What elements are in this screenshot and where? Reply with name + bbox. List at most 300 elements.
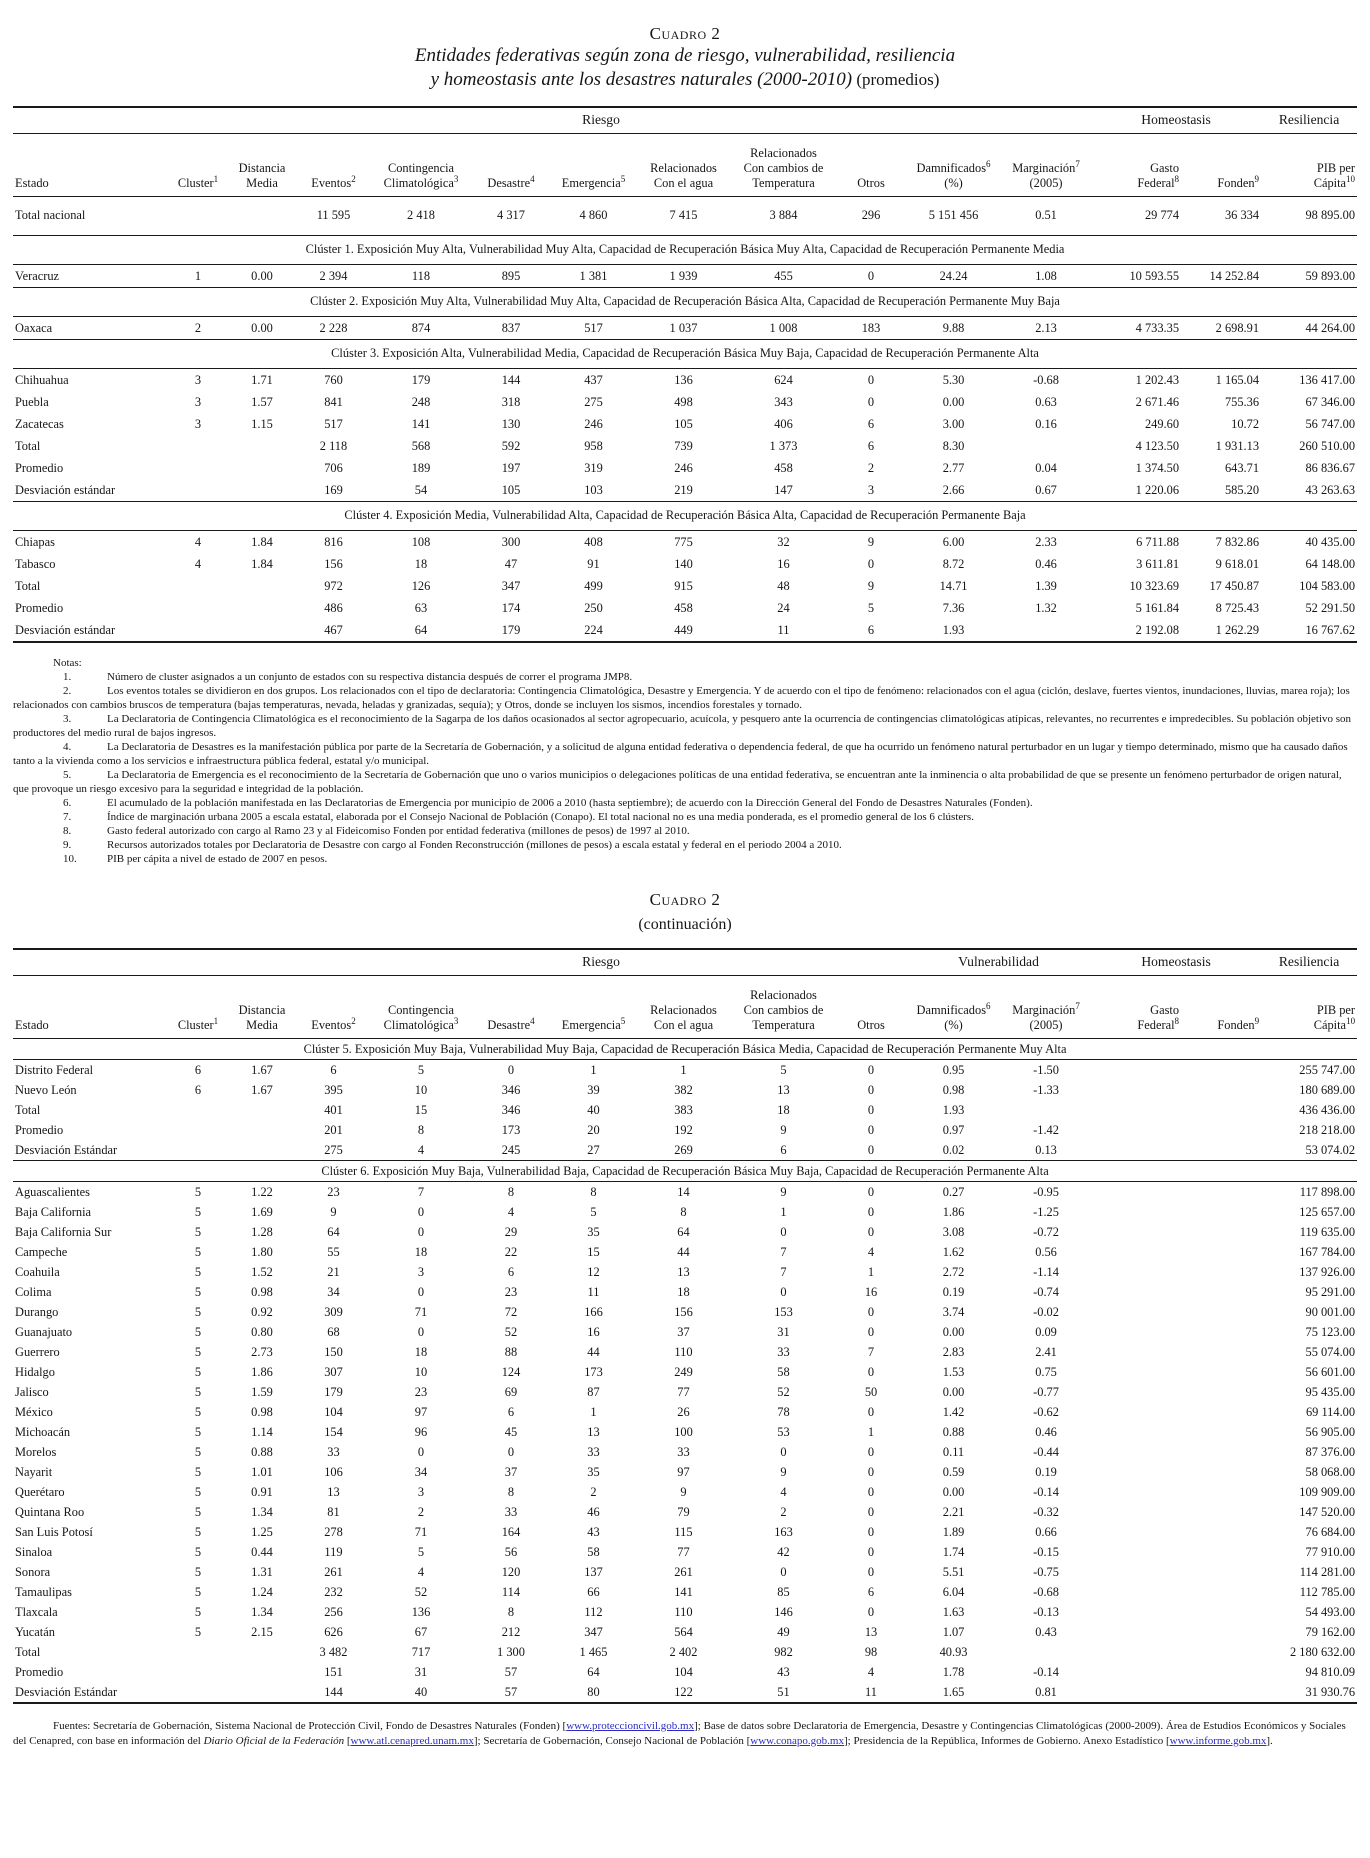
sources-paragraph <box>13 1719 1357 1748</box>
value-cell: 137 <box>584 1564 603 1579</box>
table-row <box>13 1202 1357 1222</box>
value-cell: 34 <box>414 1464 428 1479</box>
value-cell: 1.25 <box>251 1524 273 1539</box>
value-cell: 0 <box>867 1404 875 1419</box>
value-cell: 4 123.50 <box>1135 438 1180 453</box>
value-cell: 154 <box>324 1424 343 1439</box>
value-cell: 117 898.00 <box>1299 1184 1356 1199</box>
value-cell <box>1091 1362 1181 1382</box>
table-row <box>13 1242 1357 1262</box>
estado-cell: Veracruz <box>15 268 60 283</box>
value-cell <box>1181 1322 1261 1342</box>
estado-cell: Distrito Federal <box>15 1062 94 1077</box>
value-cell: 6 711.88 <box>1136 534 1180 549</box>
continuation-heading <box>13 890 1357 934</box>
value-cell: 179 <box>411 372 431 387</box>
value-cell: 6.04 <box>942 1584 965 1599</box>
value-cell: 775 <box>674 534 693 549</box>
continuation-label: Cuadro 2 <box>649 890 721 909</box>
value-cell: 23 <box>327 1184 340 1199</box>
value-cell: 0.19 <box>942 1284 965 1299</box>
value-cell: 3 <box>194 416 202 431</box>
notes-block <box>13 656 1357 866</box>
table-row <box>13 575 1357 597</box>
value-cell: 81 <box>327 1504 340 1519</box>
value-cell: 2 394 <box>319 268 348 283</box>
value-cell: 166 <box>584 1304 603 1319</box>
value-cell: 110 <box>674 1344 693 1359</box>
table-row <box>13 1100 1357 1120</box>
value-cell <box>1181 1140 1261 1161</box>
value-cell: 2.83 <box>942 1344 965 1359</box>
value-cell <box>1091 1462 1181 1482</box>
value-cell: 3 611.81 <box>1136 556 1180 571</box>
value-cell: 35 <box>587 1224 600 1239</box>
notes-label: Notas: <box>53 657 82 669</box>
value-cell <box>1091 1100 1181 1120</box>
value-cell: 739 <box>674 438 693 453</box>
band-vulnerabilidad: Vulnerabilidad <box>906 949 1091 976</box>
value-cell: 21 <box>327 1264 340 1279</box>
table-row <box>13 1442 1357 1462</box>
value-cell: 3 <box>417 1264 425 1279</box>
value-cell: 54 <box>414 482 428 497</box>
value-cell: 0 <box>867 1224 875 1239</box>
value-cell: 436 436.00 <box>1299 1102 1356 1117</box>
value-cell <box>1091 1682 1181 1703</box>
note-item <box>13 684 1357 712</box>
value-cell: 395 <box>324 1082 343 1097</box>
value-cell: 18 <box>677 1284 690 1299</box>
value-cell: 0 <box>867 1444 875 1459</box>
source-text: Diario Oficial de la Federación <box>203 1734 345 1747</box>
column-header: Emergencia$^5$ <box>551 976 636 1039</box>
value-cell: 0 <box>417 1224 425 1239</box>
value-cell: 4 733.35 <box>1135 320 1180 335</box>
value-cell: 319 <box>584 460 603 475</box>
value-cell: 34 <box>327 1284 340 1299</box>
value-cell: 585.20 <box>1224 482 1260 497</box>
value-cell: -1.14 <box>1033 1264 1059 1279</box>
value-cell: 717 <box>411 1644 431 1659</box>
value-cell: 10 <box>414 1364 428 1379</box>
table-row <box>13 1462 1357 1482</box>
table-row <box>13 1502 1357 1522</box>
value-cell: 1 <box>867 1264 875 1279</box>
value-cell: 0.00 <box>942 394 965 409</box>
estado-cell: Promedio <box>15 600 64 615</box>
value-cell: 1 202.43 <box>1135 372 1180 387</box>
value-cell: 31 930.76 <box>1305 1684 1356 1699</box>
estado-cell: Sinaloa <box>15 1544 53 1559</box>
value-cell: 383 <box>674 1102 693 1117</box>
value-cell: 114 <box>501 1584 521 1599</box>
value-cell: 46 <box>587 1504 600 1519</box>
value-cell: 118 <box>411 268 431 283</box>
value-cell: 5 <box>417 1062 425 1077</box>
value-cell <box>1181 1562 1261 1582</box>
value-cell: 592 <box>501 438 521 453</box>
source-text: ]; Presidencia de la República, Informes de Gobierno. Anexo Estadístico [ <box>844 1734 1170 1747</box>
value-cell: 24 <box>777 600 790 615</box>
value-cell: 1 262.29 <box>1215 622 1260 637</box>
value-cell: 0.19 <box>1035 1464 1057 1479</box>
value-cell: 5 151 456 <box>928 208 979 222</box>
table-row <box>13 1182 1357 1203</box>
value-cell <box>1091 1602 1181 1622</box>
value-cell: 164 <box>501 1524 521 1539</box>
value-cell: 7 <box>780 1264 787 1279</box>
value-cell <box>1181 1422 1261 1442</box>
value-cell <box>1091 1382 1181 1402</box>
value-cell: 1.07 <box>942 1624 965 1639</box>
value-cell: 141 <box>411 416 431 431</box>
band-spacer <box>13 107 296 134</box>
value-cell: 346 <box>501 1082 521 1097</box>
value-cell <box>228 197 296 236</box>
column-header: Distancia Media <box>228 134 296 197</box>
value-cell: 5.51 <box>942 1564 965 1579</box>
table-row <box>13 1622 1357 1642</box>
value-cell: 5 <box>194 1564 202 1579</box>
note-text: El acumulado de la población manifestada en las Declaratorias de Emergencia por municipio de 2006 a 2010 (hasta septiembre); de acuerdo con la Dirección General del Fondo de Desastres Naturales (Fonden). <box>107 797 1033 809</box>
value-cell: 6.00 <box>942 534 965 549</box>
value-cell: 53 <box>777 1424 790 1439</box>
value-cell: 1.62 <box>942 1244 965 1259</box>
note-number: 7. <box>63 811 72 823</box>
value-cell: 52 <box>414 1584 428 1599</box>
value-cell: 79 <box>677 1504 690 1519</box>
value-cell: 6 <box>194 1062 202 1077</box>
band-row <box>13 949 1357 976</box>
value-cell: 2.15 <box>251 1624 273 1639</box>
table-row <box>13 369 1357 392</box>
value-cell: 2 402 <box>669 1644 698 1659</box>
band-row <box>13 107 1357 134</box>
value-cell <box>168 1682 228 1703</box>
value-cell: 105 <box>674 416 693 431</box>
value-cell: 0.91 <box>251 1484 273 1499</box>
estado-cell: Total <box>15 578 41 593</box>
value-cell: 49 <box>777 1624 790 1639</box>
estado-cell: Sonora <box>15 1564 51 1579</box>
value-cell: 1 <box>590 1404 597 1419</box>
value-cell: 16 <box>864 1284 878 1299</box>
estado-cell: Durango <box>15 1304 59 1319</box>
value-cell: 77 <box>677 1384 690 1399</box>
value-cell: 180 689.00 <box>1299 1082 1356 1097</box>
value-cell: 33 <box>777 1344 790 1359</box>
value-cell: -1.25 <box>1033 1204 1059 1219</box>
table-row <box>13 317 1357 340</box>
table-row <box>13 1422 1357 1442</box>
value-cell: 4 <box>417 1142 425 1157</box>
value-cell: 248 <box>411 394 431 409</box>
value-cell: 278 <box>324 1524 343 1539</box>
value-cell: 0.27 <box>942 1184 965 1199</box>
table-row <box>13 619 1357 642</box>
value-cell: 13 <box>864 1624 878 1639</box>
value-cell <box>1091 1642 1181 1662</box>
value-cell: 144 <box>501 372 521 387</box>
value-cell: 0 <box>867 556 875 571</box>
value-cell: 31 <box>777 1324 790 1339</box>
value-cell: 0.81 <box>1035 1684 1057 1699</box>
source-link[interactable]: www.conapo.gob.mx <box>750 1734 844 1747</box>
value-cell: 1.80 <box>251 1244 273 1259</box>
value-cell: 2 180 632.00 <box>1290 1644 1356 1659</box>
value-cell: 1.34 <box>251 1504 273 1519</box>
estado-cell: Quintana Roo <box>15 1504 85 1519</box>
value-cell <box>1091 1080 1181 1100</box>
value-cell: 0 <box>780 1444 787 1459</box>
value-cell: 66 <box>587 1584 600 1599</box>
value-cell: 0.63 <box>1035 394 1057 409</box>
value-cell: 0 <box>507 1062 515 1077</box>
estado-cell: Coahuila <box>15 1264 60 1279</box>
value-cell: 0.13 <box>1035 1142 1057 1157</box>
value-cell: 5 <box>194 1244 202 1259</box>
value-cell <box>168 197 228 236</box>
column-header: Otros <box>836 976 906 1039</box>
value-cell <box>168 619 228 642</box>
value-cell: 300 <box>501 534 521 549</box>
value-cell: 6 <box>867 438 875 453</box>
value-cell: 16 767.62 <box>1305 622 1356 637</box>
source-link[interactable]: www.informe.gob.mx <box>1169 1734 1267 1747</box>
column-header: Eventos$^2$ <box>296 976 371 1039</box>
value-cell <box>1181 1222 1261 1242</box>
note-item <box>13 838 1357 852</box>
estado-cell: Aguascalientes <box>15 1184 91 1199</box>
value-cell: 97 <box>677 1464 690 1479</box>
value-cell: 163 <box>774 1524 793 1539</box>
value-cell <box>1091 1262 1181 1282</box>
value-cell: 6 <box>507 1404 515 1419</box>
value-cell: 33 <box>504 1504 518 1519</box>
column-header-row <box>13 976 1357 1039</box>
value-cell <box>1181 1282 1261 1302</box>
value-cell: 18 <box>777 1102 790 1117</box>
value-cell: 626 <box>324 1624 343 1639</box>
value-cell: 7.36 <box>942 600 965 615</box>
value-cell <box>1181 1302 1261 1322</box>
value-cell: 76 684.00 <box>1305 1524 1356 1539</box>
value-cell: 0 <box>867 1062 875 1077</box>
note-item <box>13 824 1357 838</box>
value-cell <box>168 1120 228 1140</box>
value-cell <box>1091 1060 1181 1081</box>
value-cell: 5 <box>867 600 875 615</box>
value-cell: 9 <box>780 1184 787 1199</box>
value-cell <box>1091 1120 1181 1140</box>
value-cell: 124 <box>501 1364 521 1379</box>
value-cell: 0 <box>867 1324 875 1339</box>
value-cell: 958 <box>584 438 603 453</box>
value-cell: 224 <box>584 622 603 637</box>
value-cell: 144 <box>324 1684 343 1699</box>
value-cell: 8 <box>507 1184 515 1199</box>
value-cell: 1.24 <box>251 1584 273 1599</box>
value-cell: 156 <box>674 1304 693 1319</box>
value-cell: 0.98 <box>251 1404 273 1419</box>
value-cell: 0.04 <box>1035 460 1057 475</box>
value-cell: 0 <box>867 1082 875 1097</box>
value-cell <box>1091 1502 1181 1522</box>
value-cell <box>228 1662 296 1682</box>
estado-cell: Desviación estándar <box>15 482 116 497</box>
estado-cell: Hidalgo <box>15 1364 55 1379</box>
value-cell: 1.69 <box>251 1204 273 1219</box>
value-cell: 249 <box>674 1364 693 1379</box>
value-cell: 841 <box>324 394 343 409</box>
value-cell: 8 <box>680 1204 687 1219</box>
value-cell: 1.14 <box>251 1424 273 1439</box>
value-cell: 59 893.00 <box>1305 268 1356 283</box>
column-header: Damnificados$^6$ (%) <box>906 134 1001 197</box>
value-cell: 5 <box>194 1184 202 1199</box>
value-cell <box>1181 1080 1261 1100</box>
value-cell: 0 <box>507 1444 515 1459</box>
value-cell: 9 <box>780 1464 787 1479</box>
value-cell: 760 <box>324 372 343 387</box>
value-cell: 109 909.00 <box>1299 1484 1356 1499</box>
value-cell: 67 <box>414 1624 428 1639</box>
column-header: Desastre$^4$ <box>471 976 551 1039</box>
value-cell: 347 <box>584 1624 603 1639</box>
value-cell: 2.73 <box>251 1344 273 1359</box>
value-cell: 0.88 <box>251 1444 273 1459</box>
value-cell: 3 <box>194 394 202 409</box>
value-cell: 1 931.13 <box>1215 438 1260 453</box>
column-header: Cluster$^1$ <box>168 134 228 197</box>
value-cell: 13 <box>777 1082 790 1097</box>
value-cell: 318 <box>501 394 521 409</box>
table-row <box>13 597 1357 619</box>
estado-cell: Guanajuato <box>15 1324 73 1339</box>
value-cell <box>1091 1140 1181 1161</box>
table-head <box>13 949 1357 1039</box>
value-cell: 24.24 <box>939 268 968 283</box>
value-cell: 23 <box>504 1284 518 1299</box>
note-text: La Declaratoria de Desastres es la manifestación pública por parte de la Secretaría de Gobernación, y a solicitud de alguna entidad federativa o dependencia federal, de que ha ocurrido un fenómeno natural perturbador en un lugar y tiempo determinado, mismo que ha causado daños tanto a la vivienda como a los servicios e infraestructura pública federal, estatal y/o municipal. <box>13 741 1348 767</box>
table-body <box>13 1039 1357 1704</box>
value-cell <box>228 435 296 457</box>
value-cell: 275 <box>584 394 603 409</box>
value-cell: 245 <box>501 1142 521 1157</box>
value-cell: 197 <box>501 460 521 475</box>
value-cell: 64 <box>587 1664 600 1679</box>
value-cell: 5 <box>194 1544 202 1559</box>
estado-cell: Puebla <box>15 394 49 409</box>
value-cell: 5 <box>194 1424 202 1439</box>
estado-cell: México <box>15 1404 53 1419</box>
band-spacer <box>906 107 1091 134</box>
value-cell: 1 <box>780 1204 787 1219</box>
value-cell <box>1181 1522 1261 1542</box>
value-cell: 125 657.00 <box>1299 1204 1356 1219</box>
value-cell: 5 <box>194 1204 202 1219</box>
value-cell: 136 417.00 <box>1299 372 1356 387</box>
estado-cell: Campeche <box>15 1244 68 1259</box>
value-cell: 275 <box>324 1142 343 1157</box>
note-number: 2. <box>63 685 72 697</box>
value-cell: 219 <box>674 482 693 497</box>
value-cell: 401 <box>324 1102 343 1117</box>
value-cell: 98 895.00 <box>1305 208 1356 222</box>
note-number: 10. <box>63 853 77 865</box>
value-cell: 816 <box>324 534 343 549</box>
value-cell <box>1091 1342 1181 1362</box>
value-cell <box>1091 1242 1181 1262</box>
value-cell: 72 <box>504 1304 518 1319</box>
value-cell: 43 <box>587 1524 600 1539</box>
note-text: Gasto federal autorizado con cargo al Ramo 23 y al Fideicomiso Fonden por entidad federativa (millones de pesos) de 1997 al 2010. <box>107 825 690 837</box>
value-cell: 2 228 <box>319 320 348 335</box>
value-cell: 112 <box>584 1604 603 1619</box>
band-resiliencia: Resiliencia <box>1261 107 1357 134</box>
value-cell: 80 <box>587 1684 600 1699</box>
value-cell <box>1091 1282 1181 1302</box>
value-cell: 6 <box>780 1142 787 1157</box>
table-row <box>13 435 1357 457</box>
value-cell: 755.36 <box>1224 394 1260 409</box>
value-cell <box>1091 1402 1181 1422</box>
value-cell: 8 725.43 <box>1215 600 1260 615</box>
title-roman-part: (promedios) <box>852 70 940 89</box>
value-cell: 9 <box>867 534 875 549</box>
value-cell <box>1091 1442 1181 1462</box>
source-link[interactable]: www.atl.cenapred.unam.mx <box>350 1734 474 1747</box>
note-item <box>13 670 1357 684</box>
value-cell: 0 <box>867 1122 875 1137</box>
source-link[interactable]: www.proteccioncivil.gob.mx <box>566 1720 695 1732</box>
note-number: 4. <box>63 741 72 753</box>
table-row <box>13 457 1357 479</box>
value-cell: 1.86 <box>942 1204 965 1219</box>
estado-cell: Total <box>15 438 41 453</box>
cluster-section-row <box>13 1161 1357 1182</box>
value-cell: 173 <box>501 1122 521 1137</box>
value-cell: 5 <box>194 1384 202 1399</box>
value-cell <box>1001 435 1091 457</box>
value-cell <box>1091 1662 1181 1682</box>
value-cell: 13 <box>587 1424 600 1439</box>
value-cell: 104 <box>324 1404 343 1419</box>
table-title-line2 <box>13 68 1357 92</box>
note-item <box>13 852 1357 866</box>
value-cell: 0.46 <box>1035 1424 1057 1439</box>
value-cell: 2 <box>867 460 875 475</box>
value-cell: 0.92 <box>251 1304 273 1319</box>
value-cell: 95 291.00 <box>1305 1284 1356 1299</box>
value-cell: 56 601.00 <box>1305 1364 1356 1379</box>
note-number: 6. <box>63 797 72 809</box>
cluster-section-row <box>13 288 1357 317</box>
value-cell <box>1181 1442 1261 1462</box>
value-cell <box>228 457 296 479</box>
value-cell: 79 162.00 <box>1305 1624 1356 1639</box>
value-cell: 1.52 <box>251 1264 273 1279</box>
table-head <box>13 107 1357 197</box>
value-cell: 1 165.04 <box>1215 372 1260 387</box>
note-number: 8. <box>63 825 72 837</box>
value-cell: 498 <box>674 394 693 409</box>
value-cell: 5 <box>417 1544 425 1559</box>
value-cell: 0.00 <box>251 320 273 335</box>
value-cell <box>228 575 296 597</box>
estado-cell: Tamaulipas <box>15 1584 72 1599</box>
